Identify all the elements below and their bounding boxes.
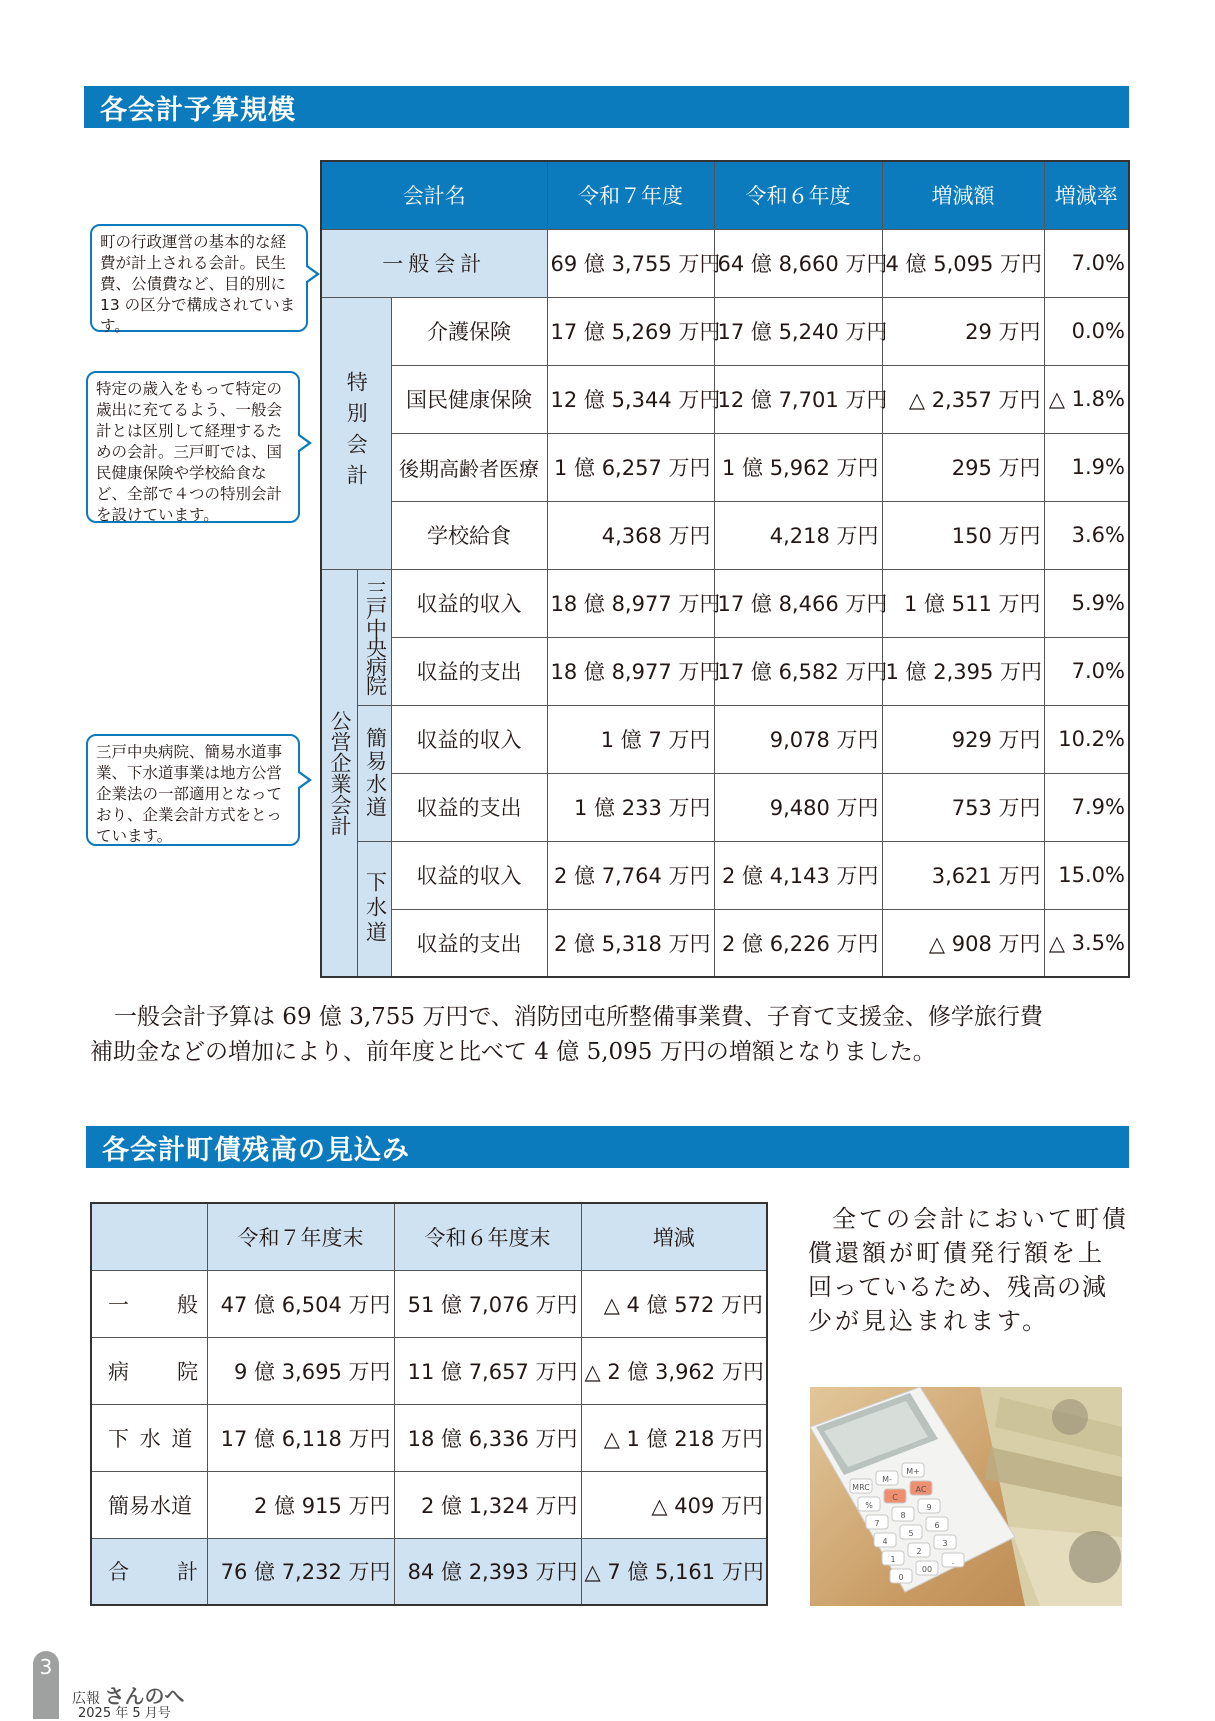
budget-summary-line: 一般会計予算は 69 億 3,755 万円で、消防団屯所整備事業費、子育て支援金、修学旅行費 bbox=[114, 1004, 1043, 1030]
enterprise-row-name: 収益的収入 bbox=[391, 569, 547, 637]
debt-row-r6: 18 億 6,336 万円 bbox=[394, 1404, 581, 1471]
debt-total-r6: 84 億 2,393 万円 bbox=[394, 1538, 581, 1605]
enterprise-sub-label: 三戸中央病院 bbox=[363, 580, 388, 694]
enterprise-r6: 17 億 6,582 万円 bbox=[714, 637, 882, 705]
debt-row-r7: 47 億 6,504 万円 bbox=[207, 1270, 394, 1337]
enterprise-rate: 5.9% bbox=[1044, 569, 1129, 637]
debt-header-r6: 令和６年度末 bbox=[394, 1203, 581, 1270]
enterprise-rate: 7.9% bbox=[1044, 773, 1129, 841]
special-name: 介護保険 bbox=[391, 297, 547, 365]
debt-row-diff: △ 409 万円 bbox=[581, 1471, 767, 1538]
calculator-key-label: M+ bbox=[906, 1467, 920, 1476]
special-r6: 17 億 5,240 万円 bbox=[714, 297, 882, 365]
calculator-key-label: . bbox=[951, 1557, 955, 1566]
enterprise-r6: 2 億 4,143 万円 bbox=[714, 841, 882, 909]
special-rate: 1.9% bbox=[1044, 433, 1129, 501]
footer-name: さんのへ bbox=[104, 1684, 185, 1708]
enterprise-r6: 2 億 6,226 万円 bbox=[714, 909, 882, 977]
section-title-budget: 各会計予算規模 bbox=[84, 86, 1129, 128]
enterprise-diff: 3,621 万円 bbox=[882, 841, 1044, 909]
debt-row-name: 病 院 bbox=[91, 1337, 207, 1404]
banknotes-image bbox=[980, 1387, 1122, 1606]
page-number: 3 bbox=[39, 1655, 53, 1679]
enterprise-diff: 1 億 2,395 万円 bbox=[882, 637, 1044, 705]
debt-header-r7: 令和７年度末 bbox=[207, 1203, 394, 1270]
enterprise-sub-cell bbox=[357, 705, 391, 841]
calculator-key-label: 7 bbox=[874, 1519, 880, 1528]
calculator-key-label: 2 bbox=[916, 1547, 922, 1556]
debt-header-blank bbox=[91, 1203, 207, 1270]
enterprise-diff: 929 万円 bbox=[882, 705, 1044, 773]
footer-issue: 2025 年 5 月号 bbox=[78, 1706, 171, 1721]
debt-row-r7: 9 億 3,695 万円 bbox=[207, 1337, 394, 1404]
enterprise-row-name: 収益的支出 bbox=[391, 637, 547, 705]
section-title-debt: 各会計町債残高の見込み bbox=[86, 1126, 1129, 1168]
general-account-name: 一般会計 bbox=[321, 229, 547, 297]
enterprise-rate: 10.2% bbox=[1044, 705, 1129, 773]
general-diff: 4 億 5,095 万円 bbox=[882, 229, 1044, 297]
enterprise-sub-label: 下水道 bbox=[363, 871, 388, 947]
debt-header-diff: 増減 bbox=[581, 1203, 767, 1270]
special-rate: 0.0% bbox=[1044, 297, 1129, 365]
special-name: 国民健康保険 bbox=[391, 365, 547, 433]
calculator-key-label: M- bbox=[882, 1475, 892, 1484]
calculator-key-label: 6 bbox=[934, 1521, 940, 1530]
calculator-key-label: 9 bbox=[926, 1503, 932, 1512]
debt-row-r7: 2 億 915 万円 bbox=[207, 1471, 394, 1538]
special-rate: △ 1.8% bbox=[1044, 365, 1129, 433]
calculator-key-label: 4 bbox=[882, 1537, 888, 1546]
calculator-key-label: 0 bbox=[898, 1573, 904, 1582]
calculator-money-photo bbox=[810, 1387, 1122, 1606]
debt-summary-line: 回っているため、残高の減 bbox=[808, 1273, 1108, 1301]
budget-table bbox=[320, 160, 1130, 978]
enterprise-sub-cell bbox=[357, 841, 391, 977]
enterprise-r7: 1 億 233 万円 bbox=[547, 773, 714, 841]
special-r6: 4,218 万円 bbox=[714, 501, 882, 569]
enterprise-r6: 17 億 8,466 万円 bbox=[714, 569, 882, 637]
special-diff: 29 万円 bbox=[882, 297, 1044, 365]
calculator-key-label: 3 bbox=[942, 1539, 948, 1548]
footer-label: 広報 bbox=[72, 1691, 100, 1707]
header-r7: 令和７年度 bbox=[547, 161, 714, 229]
debt-table bbox=[90, 1202, 768, 1606]
calculator-key-label: AC bbox=[915, 1485, 927, 1494]
debt-row-r6: 51 億 7,076 万円 bbox=[394, 1270, 581, 1337]
callout-general bbox=[90, 224, 308, 335]
header-rate: 増減率 bbox=[1044, 161, 1129, 229]
debt-row-diff: △ 4 億 572 万円 bbox=[581, 1270, 767, 1337]
enterprise-diff: 1 億 511 万円 bbox=[882, 569, 1044, 637]
header-diff: 増減額 bbox=[882, 161, 1044, 229]
debt-row-name: 下 水 道 bbox=[91, 1404, 207, 1471]
calculator-key-label: 8 bbox=[900, 1511, 906, 1520]
enterprise-row-name: 収益的収入 bbox=[391, 841, 547, 909]
special-rate: 3.6% bbox=[1044, 501, 1129, 569]
calculator-key-label: MRC bbox=[852, 1483, 870, 1492]
enterprise-r7: 1 億 7 万円 bbox=[547, 705, 714, 773]
special-diff: 295 万円 bbox=[882, 433, 1044, 501]
enterprise-sub-label: 簡易水道 bbox=[363, 727, 388, 819]
callout-enterprise-text: 三戸中央病院、簡易水道事業、下水道事業は地方公営企業法の一部適用となっており、企業会計方式をとっています。 bbox=[96, 743, 283, 845]
special-r6: 1 億 5,962 万円 bbox=[714, 433, 882, 501]
calculator-money-illustration bbox=[810, 1387, 1122, 1606]
calculator-key-label: 00 bbox=[921, 1565, 933, 1574]
enterprise-rate: △ 3.5% bbox=[1044, 909, 1129, 977]
debt-summary-line: 償還額が町債発行額を上 bbox=[808, 1239, 1105, 1267]
enterprise-row-name: 収益的支出 bbox=[391, 773, 547, 841]
header-r6: 令和６年度 bbox=[714, 161, 882, 229]
special-name: 学校給食 bbox=[391, 501, 547, 569]
calculator-key-label: % bbox=[865, 1501, 873, 1510]
special-r7: 17 億 5,269 万円 bbox=[547, 297, 714, 365]
enterprise-r7: 2 億 5,318 万円 bbox=[547, 909, 714, 977]
enterprise-group-cell bbox=[321, 569, 357, 977]
callout-special bbox=[86, 371, 300, 523]
enterprise-diff: 753 万円 bbox=[882, 773, 1044, 841]
calculator-key-label: 5 bbox=[908, 1529, 914, 1538]
calculator-key-label: 1 bbox=[890, 1555, 896, 1564]
debt-row-name: 簡易水道 bbox=[91, 1471, 207, 1538]
callout-special-text: 特定の歳入をもって特定の歳出に充てるよう、一般会計とは区別して経理するための会計。三戸町では、国民健康保険や学校給食など、全部で４つの特別会計を設けています。 bbox=[96, 380, 283, 524]
debt-total-name: 合 計 bbox=[91, 1538, 207, 1605]
special-name: 後期高齢者医療 bbox=[391, 433, 547, 501]
enterprise-r7: 18 億 8,977 万円 bbox=[547, 569, 714, 637]
page-number-tab bbox=[33, 1651, 59, 1719]
debt-row-r6: 11 億 7,657 万円 bbox=[394, 1337, 581, 1404]
debt-row-r7: 17 億 6,118 万円 bbox=[207, 1404, 394, 1471]
special-diff: 150 万円 bbox=[882, 501, 1044, 569]
special-r7: 12 億 5,344 万円 bbox=[547, 365, 714, 433]
debt-total-diff: △ 7 億 5,161 万円 bbox=[581, 1538, 767, 1605]
debt-total-r7: 76 億 7,232 万円 bbox=[207, 1538, 394, 1605]
header-account-name: 会計名 bbox=[321, 161, 547, 229]
special-diff: △ 2,357 万円 bbox=[882, 365, 1044, 433]
enterprise-sub-cell bbox=[357, 569, 391, 705]
debt-summary-paragraph bbox=[808, 1202, 1128, 1338]
debt-row-r6: 2 億 1,324 万円 bbox=[394, 1471, 581, 1538]
enterprise-r6: 9,078 万円 bbox=[714, 705, 882, 773]
debt-summary-line: 全ての会計において町債 bbox=[832, 1205, 1129, 1233]
enterprise-r7: 18 億 8,977 万円 bbox=[547, 637, 714, 705]
special-r7: 1 億 6,257 万円 bbox=[547, 433, 714, 501]
special-group-label: 特別会計 bbox=[344, 371, 369, 495]
debt-row-diff: △ 2 億 3,962 万円 bbox=[581, 1337, 767, 1404]
debt-row-name: 一 般 bbox=[91, 1270, 207, 1337]
enterprise-r7: 2 億 7,764 万円 bbox=[547, 841, 714, 909]
general-r7: 69 億 3,755 万円 bbox=[547, 229, 714, 297]
callout-enterprise bbox=[86, 734, 300, 846]
budget-summary-line: 補助金などの増加により、前年度と比べて 4 億 5,095 万円の増額となりました。 bbox=[90, 1039, 936, 1065]
enterprise-rate: 7.0% bbox=[1044, 637, 1129, 705]
enterprise-diff: △ 908 万円 bbox=[882, 909, 1044, 977]
special-r6: 12 億 7,701 万円 bbox=[714, 365, 882, 433]
enterprise-r6: 9,480 万円 bbox=[714, 773, 882, 841]
special-r7: 4,368 万円 bbox=[547, 501, 714, 569]
general-r6: 64 億 8,660 万円 bbox=[714, 229, 882, 297]
debt-row-diff: △ 1 億 218 万円 bbox=[581, 1404, 767, 1471]
enterprise-group-label: 公営企業会計 bbox=[328, 709, 352, 836]
enterprise-row-name: 収益的収入 bbox=[391, 705, 547, 773]
debt-summary-line: 少が見込まれます。 bbox=[808, 1307, 1050, 1335]
general-rate: 7.0% bbox=[1044, 229, 1129, 297]
budget-summary-paragraph bbox=[90, 1000, 1130, 1070]
callout-general-text: 町の行政運営の基本的な経費が計上される会計。民生費、公債費など、目的別に 13 の区分で構成されています。 bbox=[100, 233, 296, 335]
enterprise-row-name: 収益的支出 bbox=[391, 909, 547, 977]
special-group-cell bbox=[321, 297, 391, 569]
calculator-key-label: C bbox=[892, 1493, 898, 1502]
enterprise-rate: 15.0% bbox=[1044, 841, 1129, 909]
